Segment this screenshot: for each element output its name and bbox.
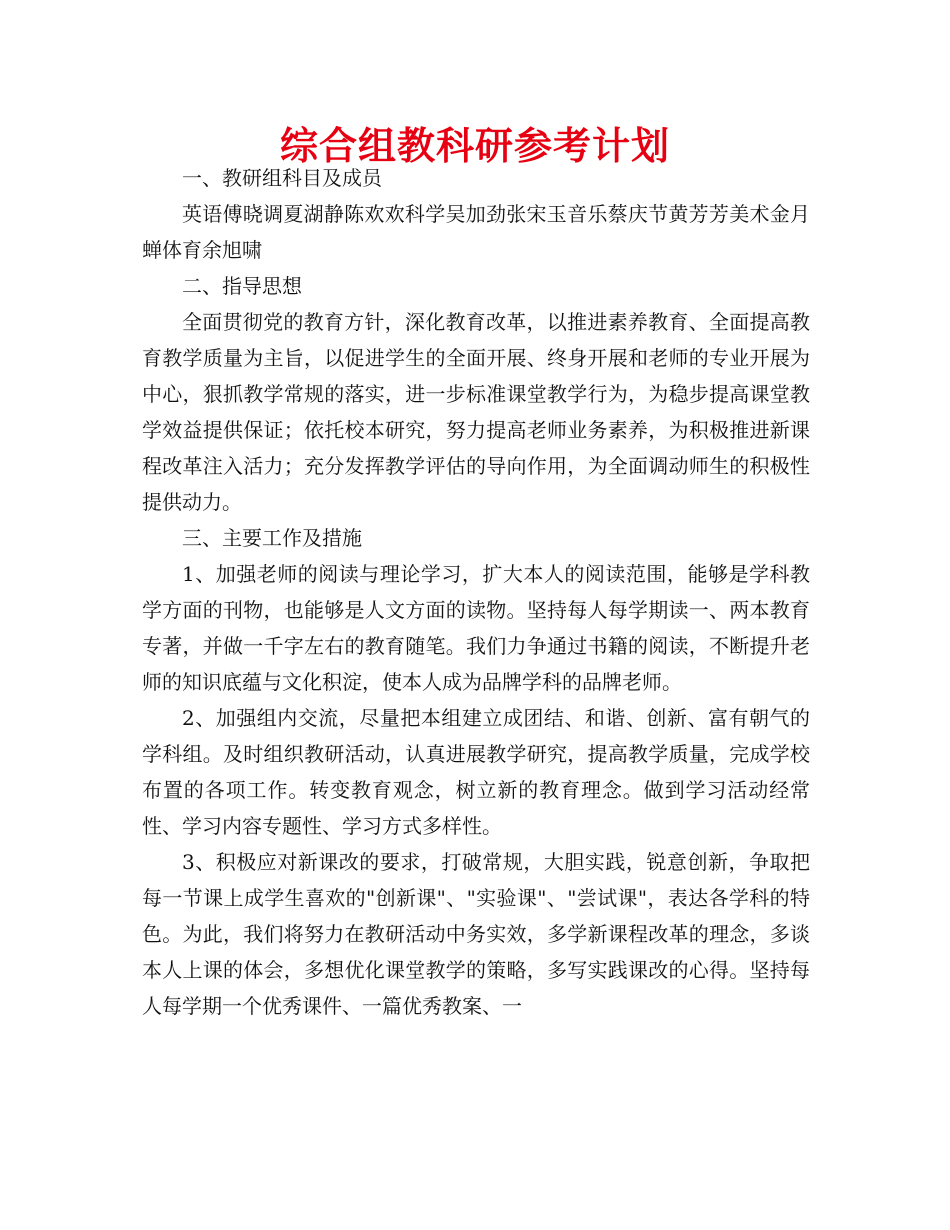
document-title: 综合组教科研参考计划 (279, 124, 670, 168)
section-heading-members: 一、教研组科目及成员 (182, 166, 382, 190)
main-work-item-1: 1、加强老师的阅读与理论学习，扩大本人的阅读范围，能够是学科教学方面的刊物，也能够是人文方面的读物。坚持每人每学期读一、两本教育专著，并做一千字左右的教育随笔。我们力争通过书籍的阅读，不断提升老师的知识底蕴与文化积淀，使本人成为品牌学科的品牌老师。 (142, 562, 810, 694)
members-paragraph: 英语傅晓调夏湖静陈欢欢科学吴加劲张宋玉音乐蔡庆节黄芳芳美术金月蝉体育余旭啸 (142, 202, 810, 262)
main-work-item-2: 2、加强组内交流，尽量把本组建立成团结、和谐、创新、富有朝气的学科组。及时组织教研活动，认真进展教学研究，提高教学质量，完成学校布置的各项工作。转变教育观念，树立新的教育理念。做到学习活动经常性、学习内容专题性、学习方式多样性。 (142, 706, 810, 838)
section-heading-guiding-ideology: 二、指导思想 (182, 274, 302, 298)
document-body (142, 160, 810, 1024)
main-work-item-3: 3、积极应对新课改的要求，打破常规，大胆实践，锐意创新，争取把每一节课上成学生喜欢的"创新课"、"实验课"、"尝试课"，表达各学科的特色。为此，我们将努力在教研活动中务实效，多学新课程改革的理念，多谈本人上课的体会，多想优化课堂教学的策略，多写实践课改的心得。坚持每人每学期一个优秀课件、一篇优秀教案、一 (142, 850, 810, 1018)
guiding-ideology-paragraph: 全面贯彻党的教育方针，深化教育改革，以推进素养教育、全面提高教育教学质量为主旨，以促进学生的全面开展、终身开展和老师的专业开展为中心，狠抓教学常规的落实，进一步标准课堂教学行为，为稳步提高课堂教学效益提供保证；依托校本研究，努力提高老师业务素养，为积极推进新课程改革注入活力；充分发挥教学评估的导向作用，为全面调动师生的积极性提供动力。 (142, 310, 810, 514)
section-heading-main-work: 三、主要工作及措施 (182, 526, 362, 550)
